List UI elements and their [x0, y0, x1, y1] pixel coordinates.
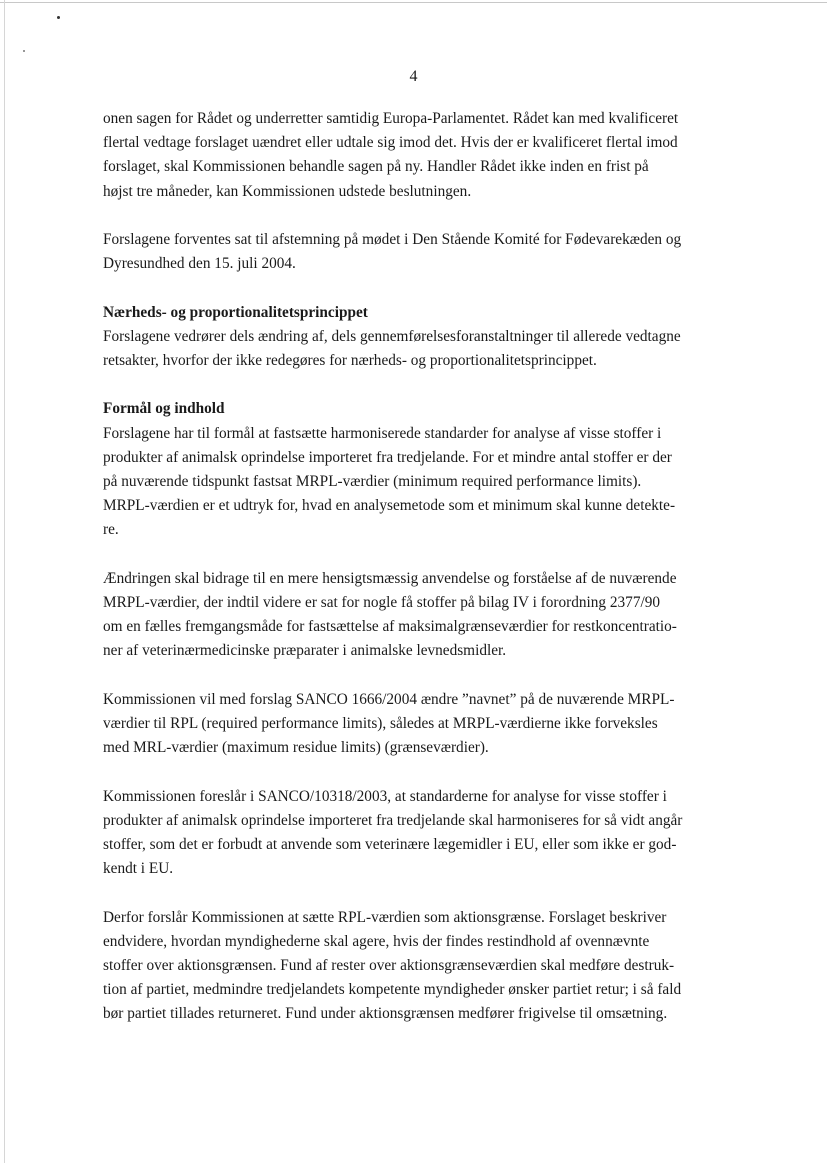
- text-line: onen sagen for Rådet og underretter samtidig Europa-Parlamentet. Rådet kan med kvalificeret: [103, 110, 679, 127]
- text-line: om en fælles fremgangsmåde for fastsættelse af maksimalgrænseværdier for restkoncentratio-: [103, 618, 677, 636]
- text-line: retsakter, hvorfor der ikke redegøres for nærheds- og proportionalitetsprincippet.: [103, 352, 597, 369]
- page-number: 4: [409, 68, 418, 85]
- text-line: kendt i EU.: [103, 860, 174, 878]
- text-line: tion af partiet, medmindre tredjelandets kompetente myndigheder ønsker partiet retur; i så fald: [103, 981, 682, 999]
- scan-edge-top: [0, 2, 827, 3]
- paragraph: [103, 422, 728, 543]
- text-line: bør partiet tillades returneret. Fund under aktionsgrænsen medfører frigivelse til omsætning.: [103, 1005, 668, 1023]
- paragraph: [103, 107, 728, 204]
- text-line: MRPL-værdier, der indtil videre er sat for nogle få stoffer på bilag IV i forordning 2377/90: [103, 594, 661, 611]
- paragraph: [103, 325, 728, 373]
- text-line: flertal vedtage forslaget uændret eller udtale sig imod det. Hvis der er kvalificeret flertal imod: [103, 134, 678, 152]
- text-line: Kommissionen vil med forslag SANCO 1666/2004 ændre ”navnet” på de nuværende MRPL-: [103, 690, 675, 708]
- text-line: re.: [103, 521, 119, 539]
- text-line: Forslagene har til formål at fastsætte harmoniserede standarder for analyse af visse stoffer i: [103, 424, 662, 442]
- text-line: MRPL-værdien er et udtryk for, hvad en analysemetode som et minimum skal kunne detekte-: [103, 497, 676, 515]
- scan-edge-left: [4, 0, 5, 1163]
- text-line: værdier til RPL (required performance limits), således at MRPL-værdierne ikke forveksles: [103, 715, 658, 732]
- text-line: Kommissionen foreslår i SANCO/10318/2003, at standarderne for analyse for visse stoffer i: [103, 787, 667, 805]
- text-line: ner af veterinærmedicinske præparater i animalske levnedsmidler.: [103, 642, 507, 660]
- scan-speck: [23, 50, 25, 52]
- text-line: med MRL-værdier (maximum residue limits) (grænseværdier).: [103, 739, 489, 757]
- paragraph: [103, 228, 728, 276]
- text-line: produkter af animalsk oprindelse importeret fra tredjelande. For et mindre antal stoffer er der: [103, 448, 672, 466]
- text-line: forslaget, skal Kommissionen behandle sagen på ny. Handler Rådet ikke inden en frist på: [103, 158, 649, 176]
- text-line: Forslagene vedrører dels ændring af, dels gennemførelsesforanstaltninger til allerede vedtagne: [103, 327, 681, 345]
- paragraph: [103, 906, 728, 1027]
- paragraph: [103, 688, 728, 761]
- text-line: Dyresundhed den 15. juli 2004.: [103, 255, 296, 273]
- scan-speck: [57, 16, 60, 19]
- section-heading: Formål og indhold: [103, 400, 225, 418]
- text-line: Ændringen skal bidrage til en mere hensigtsmæssig anvendelse og forståelse af de nuværende: [103, 569, 677, 587]
- section-heading: Nærheds- og proportionalitetsprincippet: [103, 303, 368, 321]
- text-line: Forslagene forventes sat til afstemning på mødet i Den Stående Komité for Fødevarekæden og: [103, 231, 682, 248]
- text-line: produkter af animalsk oprindelse importeret fra tredjelande skal harmoniseres for så vidt angår: [103, 811, 683, 829]
- text-line: stoffer, som det er forbudt at anvende som veterinære lægemidler i EU, eller som ikke er god-: [103, 836, 677, 853]
- text-line: højst tre måneder, kan Kommissionen udstede beslutningen.: [103, 182, 472, 200]
- paragraph: [103, 785, 728, 882]
- paragraph: [103, 567, 728, 664]
- text-line: på nuværende tidspunkt fastsat MRPL-værdier (minimum required performance limits).: [103, 473, 642, 490]
- text-line: Derfor forslår Kommissionen at sætte RPL-værdien som aktionsgrænse. Forslaget beskriver: [103, 908, 667, 926]
- text-line: stoffer over aktionsgrænsen. Fund af rester over aktionsgrænseværdien skal medføre destruk-: [103, 957, 675, 974]
- text-line: endvidere, hvordan myndighederne skal agere, hvis der findes restindhold af ovennævnte: [103, 932, 650, 950]
- document-body: [103, 107, 728, 1051]
